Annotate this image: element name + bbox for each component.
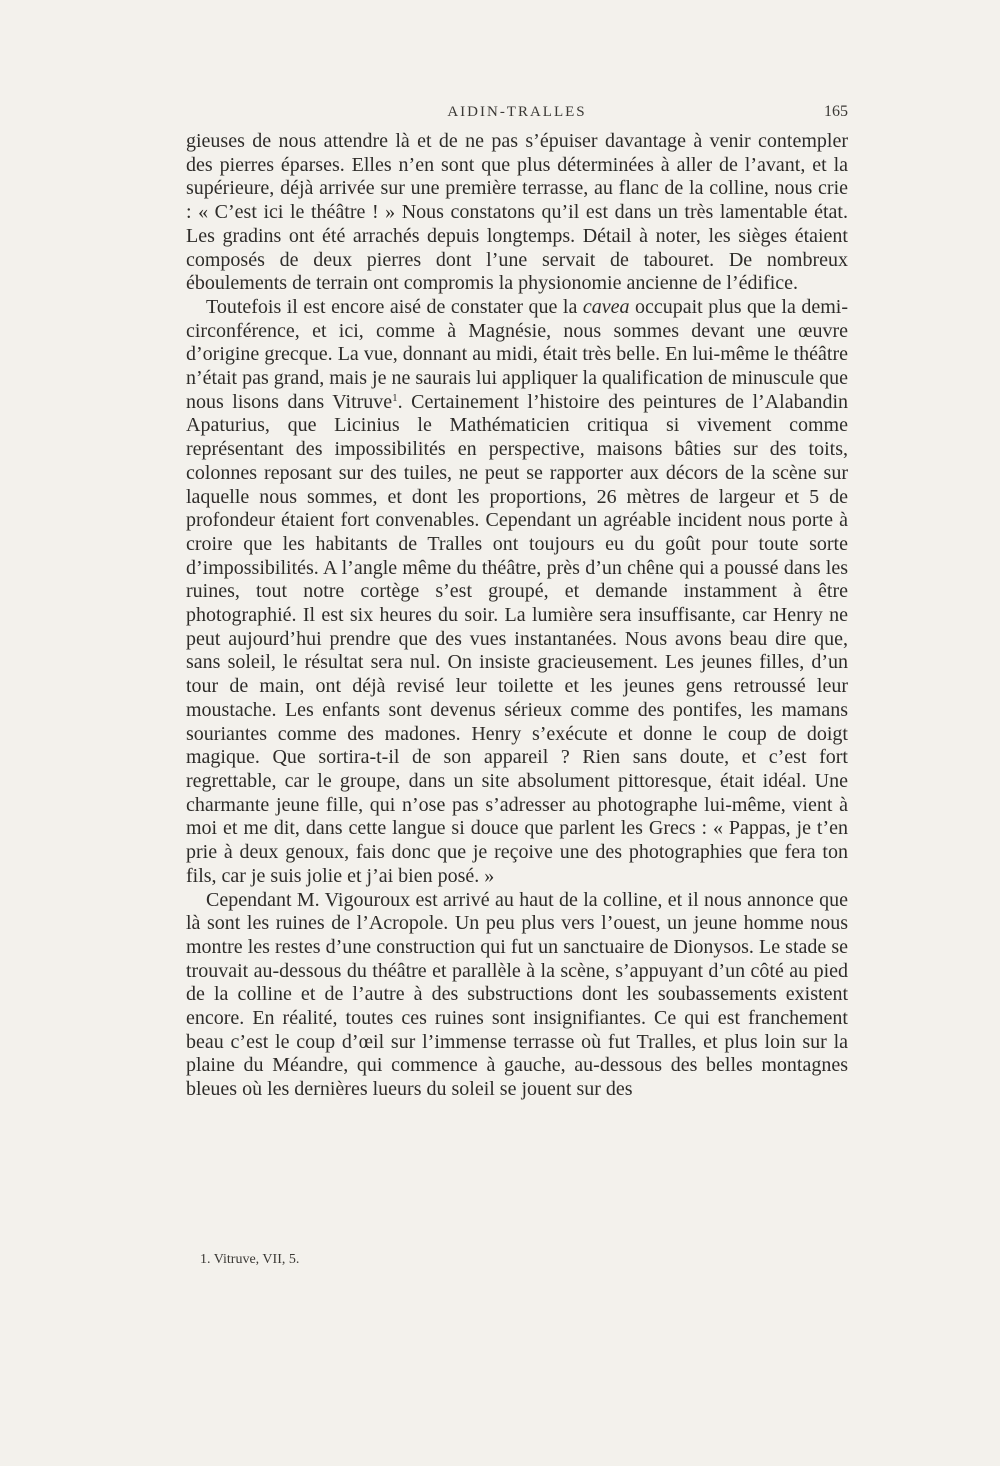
footnote: 1. Vitruve, VII, 5.: [200, 1252, 300, 1267]
paragraph-text: . Certainement l’histoire des peintures de l’Alabandin Apaturius, que Licinius le Mathématicien critiqua si vivement comme représentant des impossibilités en perspective, maisons bâties sur des toits, colonnes reposant sur des tuiles, ne peut se rapporter aux décors de la scène sur laquelle nous sommes, et dont les proportions, 26 mètres de largeur et 5 de profondeur étaient fort convenables. Cependant un agréable incident nous porte à croire que les habitants de Tralles ont toujours eu du goût pour toute sorte d’impossibilités. A l’angle même du théâtre, près d’un chêne qui a poussé dans les ruines, tout notre cortège s’est groupé, et demande instamment à être photographié. Il est six heures du soir. La lumière sera insuffisante, car Henry ne peut aujourd’hui prendre que des vues instantanées. Nous avons beau dire que, sans soleil, le résultat sera nul. On insiste gracieusement. Les jeunes filles, d’un tour de main, ont déjà revisé leur toilette et les jeunes gens retroussé leur moustache. Les enfants sont devenus sérieux comme des pontifes, les mamans souriantes comme des madones. Henry s’exécute et donne le coup de doigt magique. Que sortira-t-il de son appareil ? Rien sans doute, et c’est fort regrettable, car le groupe, dans un site absolument pittoresque, était idéal. Une charmante jeune fille, qui n’ose pas s’adresser au photographe lui-même, vient à moi et me dit, dans cette langue si douce que parlent les Grecs : « Pappas, je t’en prie à deux genoux, fais donc que je reçoive une des photographies que fera ton fils, car je suis jolie et j’ai bien posé. »: [186, 390, 848, 887]
paragraph: [186, 296, 848, 889]
italic-term: cavea: [582, 295, 630, 318]
paragraph-text: occupait plus que la demi-circonférence, et ici, comme à Magnésie, nous sommes devant une œuvre d’origine grecque. La vue, donnant au midi, était très belle. En lui-même le théâtre n’était pas grand, mais je ne saurais lui appliquer la qualification de minuscule que nous lisons dans Vitruve: [186, 295, 849, 413]
paragraph: [186, 130, 848, 296]
paragraph-text: gieuses de nous attendre là et de ne pas s’épuiser davantage à venir contempler des pierres éparses. Elles n’en sont que plus déterminées à aller de l’avant, et la supérieure, déjà arrivée sur une première terrasse, au flanc de la colline, nous crie : « C’est ici le théâtre ! » Nous constatons qu’il est dans un très lamentable état. Les gradins ont été arrachés depuis longtemps. Détail à noter, les sièges étaient composés de deux pierres dont l’une servait de tabouret. De nombreux éboulements de terrain ont compromis la physionomie ancienne de l’édifice.: [186, 130, 848, 295]
running-header: [186, 100, 848, 124]
paragraph-text: Toutefois il est encore aisé de constater que la: [206, 295, 583, 318]
paragraph: [186, 889, 848, 1102]
paragraph-text: Cependant M. Vigouroux est arrivé au haut de la colline, et il nous annonce que là sont les ruines de l’Acropole. Un peu plus vers l’ouest, un jeune homme nous montre les restes d’une construction qui fut un sanctuaire de Dionysos. Le stade se trouvait au-dessous du théâtre et parallèle à la scène, s’appuyant d’un côté au pied de la colline et de l’autre à des substructions dont les soubassements existent encore. En réalité, toutes ces ruines sont insignifiantes. Ce qui est franchement beau c’est le coup d’œil sur l’immense terrasse où fut Tralles, et plus loin sur la plaine du Méandre, qui commence à gauche, au-dessous des belles montagnes bleues où les dernières lueurs du soleil se jouent sur des: [186, 888, 848, 1101]
page-number: 165: [824, 103, 848, 120]
body-text: [186, 130, 848, 1102]
running-title: AIDIN-TRALLES: [447, 104, 587, 120]
footnote-marker: 1: [392, 391, 398, 404]
